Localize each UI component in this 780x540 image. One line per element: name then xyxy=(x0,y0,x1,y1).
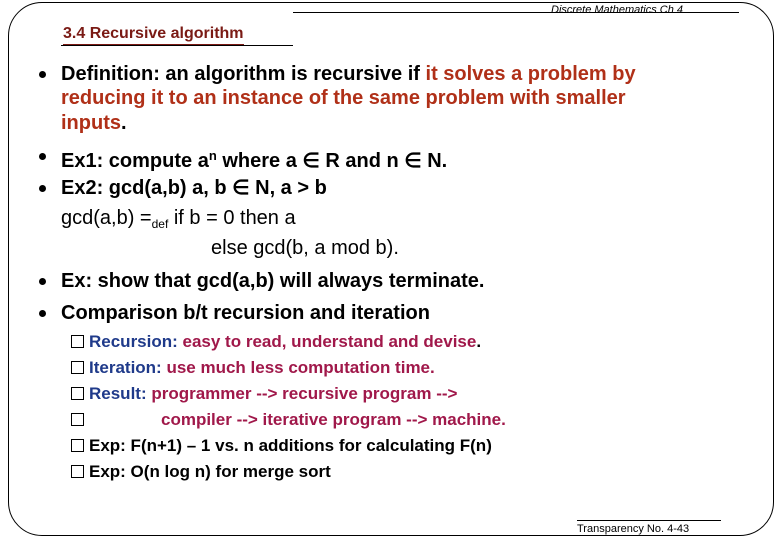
ex2-line-2 xyxy=(61,206,296,236)
ex1-text-b: where a ∈ R and n ∈ N. xyxy=(216,150,448,172)
definition-period: . xyxy=(121,112,127,134)
ex2-def-subscript: def xyxy=(151,217,169,231)
ex1-superscript: n xyxy=(208,148,217,163)
checkbox-icon xyxy=(71,413,84,426)
sub-item-label: Result: xyxy=(89,384,147,403)
bullet-dot xyxy=(39,278,46,285)
sub-item-iteration xyxy=(71,357,435,379)
sub-item-result-cont xyxy=(71,409,506,431)
sub-item-text: programmer --> recursive program --> xyxy=(146,384,458,403)
ex1-line xyxy=(61,144,447,173)
bullet-dot xyxy=(39,310,46,317)
checkbox-icon xyxy=(71,439,84,452)
footer-rule xyxy=(577,520,721,521)
definition-text: Definition: an algorithm is recursive if xyxy=(61,63,426,85)
definition-emphasis: it solves a problem by xyxy=(425,63,636,85)
ex3-line: Ex: show that gcd(a,b) will always terminate. xyxy=(61,270,485,292)
bullet-dot xyxy=(39,71,46,78)
definition-inputs: inputs xyxy=(61,112,121,134)
sub-item-recursion xyxy=(71,331,481,353)
definition-line-1 xyxy=(61,62,636,86)
definition-line-2: reducing it to an instance of the same problem with smaller xyxy=(61,87,626,109)
ex2-if-clause: if b = 0 then a xyxy=(168,207,296,229)
slide-title: 3.4 Recursive algorithm xyxy=(63,25,244,46)
checkbox-icon xyxy=(71,335,84,348)
sub-item-text: use much less computation time. xyxy=(161,358,435,377)
sub-item-exp-fib xyxy=(71,435,492,457)
sub-item-text: Exp: F(n+1) – 1 vs. n additions for calculating F(n) xyxy=(89,436,492,455)
title-rule xyxy=(61,45,293,46)
sub-item-text: easy to read, understand and devise xyxy=(177,332,477,351)
sub-item-label: Iteration: xyxy=(89,358,162,377)
checkbox-icon xyxy=(71,361,84,374)
sub-item-exp-mergesort xyxy=(71,461,331,483)
header-course-label: Discrete Mathematics Ch 4 xyxy=(551,4,684,16)
ex1-text-a: Ex1: compute a xyxy=(61,150,209,172)
ex2-line-3: else gcd(b, a mod b). xyxy=(211,237,399,259)
sub-item-result xyxy=(71,383,457,405)
checkbox-icon xyxy=(71,387,84,400)
sub-item-text: Exp: O(n log n) for merge sort xyxy=(89,462,331,481)
footer-transparency-label: Transparency No. 4-43 xyxy=(577,523,690,535)
comparison-line: Comparison b/t recursion and iteration xyxy=(61,302,430,324)
sub-item-tail: . xyxy=(476,332,482,351)
bullet-dot xyxy=(39,185,46,192)
definition-line-3 xyxy=(61,111,127,135)
ex2-line-1: Ex2: gcd(a,b) a, b ∈ N, a > b xyxy=(61,177,327,199)
ex2-gcd-def: gcd(a,b) = xyxy=(61,207,152,229)
sub-item-label: Recursion: xyxy=(89,332,178,351)
sub-item-text: compiler --> iterative program --> machine. xyxy=(161,410,506,429)
bullet-dot xyxy=(39,153,46,160)
checkbox-icon xyxy=(71,465,84,478)
